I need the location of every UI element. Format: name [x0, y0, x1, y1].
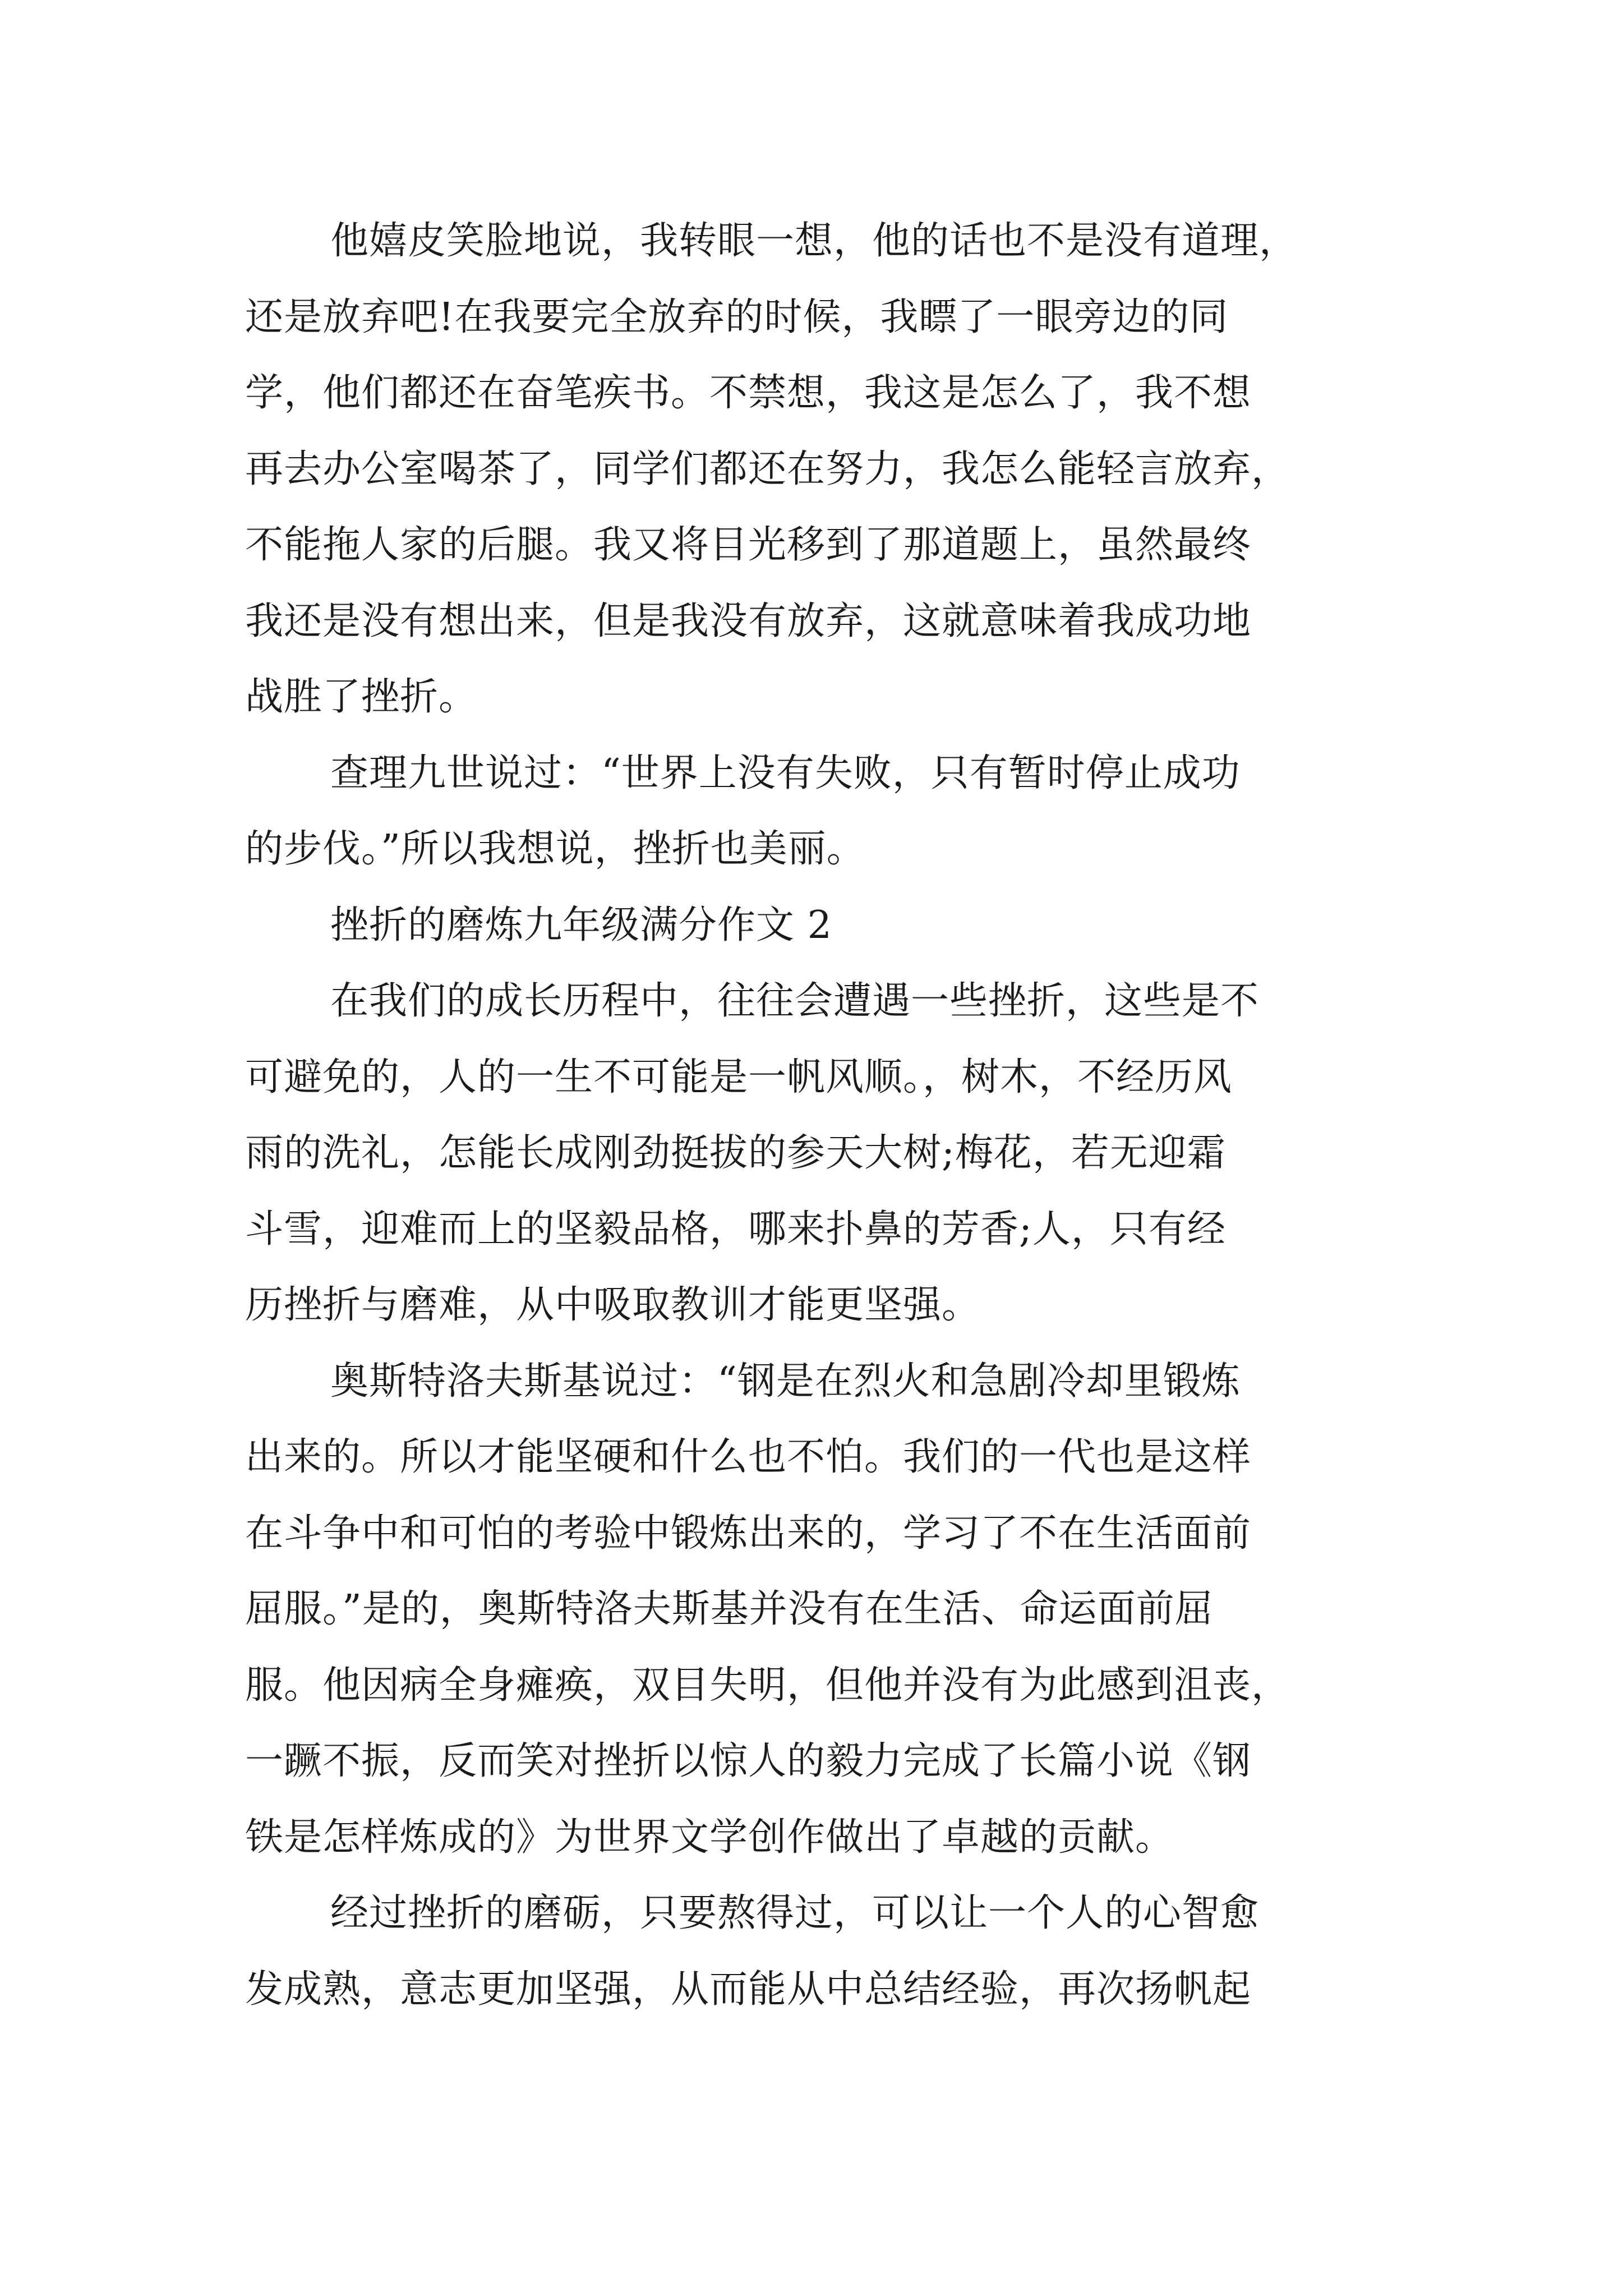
- text-line: 不能拖人家的后腿。我又将目光移到了那道题上，虽然最终: [245, 523, 1252, 567]
- text-line: 经过挫折的磨砺，只要熬得过，可以让一个人的心智愈: [330, 1891, 1260, 1935]
- text-line: 他嬉皮笑脸地说，我转眼一想，他的话也不是没有道理，: [330, 219, 1298, 263]
- text-line: 斗雪，迎难而上的坚毅品格，哪来扑鼻的芳香;人，只有经: [245, 1207, 1226, 1251]
- text-line: 学，他们都还在奋笔疾书。不禁想，我这是怎么了，我不想: [245, 371, 1252, 415]
- text-line: 奥斯特洛夫斯基说过：“钢是在烈火和急剧冷却里锻炼: [330, 1359, 1241, 1404]
- text-line: 的步伐。”所以我想说，挫折也美丽。: [245, 827, 865, 871]
- text-line: 铁是怎样炼成的》为世界文学创作做出了卓越的贡献。: [245, 1815, 1174, 1860]
- text-line: 挫折的磨炼九年级满分作文 2: [330, 903, 832, 947]
- text-line: 查理九世说过：“世界上没有失败，只有暂时停止成功: [330, 751, 1241, 795]
- text-line: 在我们的成长历程中，往往会遭遇一些挫折，这些是不: [330, 979, 1260, 1023]
- text-line: 还是放弃吧!在我要完全放弃的时候，我瞟了一眼旁边的同: [245, 295, 1229, 339]
- text-line: 一蹶不振，反而笑对挫折以惊人的毅力完成了长篇小说《钢: [245, 1739, 1252, 1783]
- text-line: 雨的洗礼，怎能长成刚劲挺拔的参天大树;梅花，若无迎霜: [245, 1131, 1226, 1175]
- text-line: 在斗争中和可怕的考验中锻炼出来的，学习了不在生活面前: [245, 1511, 1252, 1556]
- text-line: 可避免的，人的一生不可能是一帆风顺。，树木，不经历风: [245, 1055, 1233, 1099]
- text-line: 发成熟，意志更加坚强，从而能从中总结经验，再次扬帆起: [245, 1967, 1252, 2012]
- document-body: [245, 203, 1395, 2027]
- text-line: 服。他因病全身瘫痪，双目失明，但他并没有为此感到沮丧，: [245, 1663, 1290, 1708]
- text-line: 历挫折与磨难，从中吸取教训才能更坚强。: [245, 1283, 981, 1327]
- text-line: 再去办公室喝茶了，同学们都还在努力，我怎么能轻言放弃，: [245, 447, 1290, 491]
- text-line: 出来的。所以才能坚硬和什么也不怕。我们的一代也是这样: [245, 1435, 1252, 1479]
- text-line: 我还是没有想出来，但是我没有放弃，这就意味着我成功地: [245, 599, 1252, 643]
- text-line: 屈服。”是的，奥斯特洛夫斯基并没有在生活、命运面前屈: [245, 1587, 1214, 1631]
- text-line: 战胜了挫折。: [245, 675, 478, 719]
